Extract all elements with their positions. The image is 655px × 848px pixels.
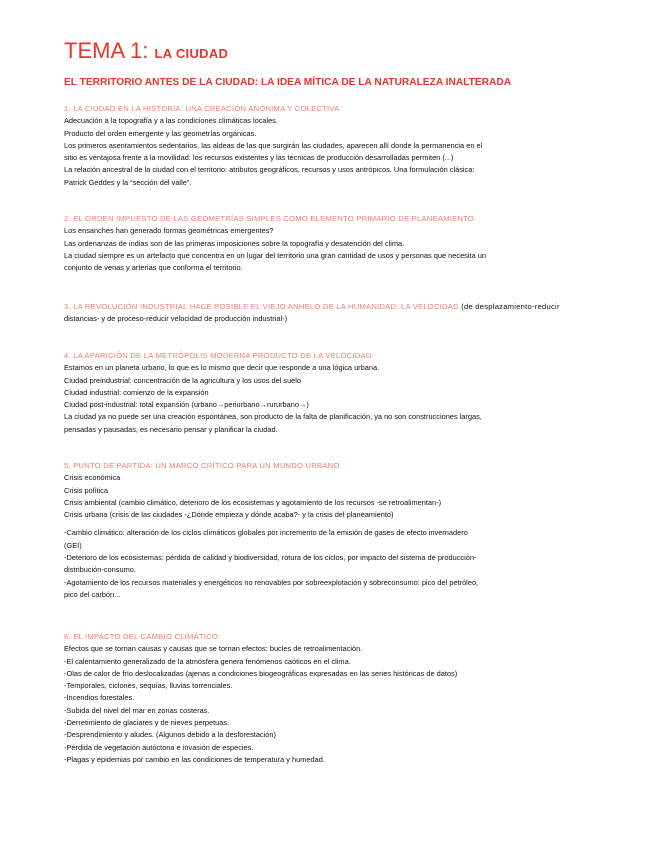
text-line: La ciudad ya no puede ser una creación espontánea, son producto de la falta de planificación, ya no son construcciones largas, <box>64 412 482 422</box>
text-line: Efectos que se tornan causas y causas que se tornan efectos: bucles de retroalimentación. <box>64 644 363 654</box>
text-line: Los primeros asentamientos sedentarios, las aldeas de las que surgirán las ciudades, aparecen allí donde la permanencia en el <box>64 140 483 150</box>
section-5 <box>64 460 592 601</box>
page-title <box>64 38 228 67</box>
text-line: -Desprendimiento y aludes. (Algunos debido a la desforestación) <box>64 730 276 740</box>
section-6 <box>64 631 592 766</box>
section-heading: 5. PUNTO DE PARTIDA: UN MARCO CRÍTICO PARA UN MUNDO URBANO <box>64 461 340 470</box>
title-sub: LA CIUDAD <box>154 46 229 61</box>
text-line: distancias- y de proceso-reducir velocidad de producción industrial-) <box>64 314 288 324</box>
text-line: -Plagas y epidemias por cambio en las condiciones de temperatura y humedad. <box>64 754 325 764</box>
section-heading: 1. LA CIUDAD EN LA HISTORIA: UNA CREACIÓN ANÓNIMA Y COLECTIVA <box>64 104 340 113</box>
section-heading: 6. EL IMPACTO DEL CAMBIO CLIMÁTICO: <box>64 632 221 641</box>
section-heading-text: 3. LA REVOLUCIÓN INDUSTRIAL HACE POSIBLE EL VIEJO ANHELO DE LA HUMANIDAD: LA VELOCIDAD <box>64 302 459 311</box>
text-line: Crisis política <box>64 485 108 495</box>
text-line: pensadas y pausadas, es necesario pensar y planificar la ciudad. <box>64 424 278 434</box>
text-line: -Agotamiento de los recursos materiales y energéticos no renovables por sobreexplotación y sobreconsumo: pico del petróleo, <box>64 577 479 587</box>
text-line: distribución-consumo. <box>64 565 136 575</box>
text-line: -Temporales, ciclones, sequías, lluvias torrenciales. <box>64 681 233 691</box>
text-line: -Olas de calor de frío deslocalizadas (ajenas a condiciones biogeográficas expresadas en las series históricas de datos) <box>64 668 458 678</box>
text-line: (GEI) <box>64 540 82 550</box>
text-line: Estamos en un planeta urbano, lo que es lo mismo que decir que responde a una lógica urbana. <box>64 363 380 373</box>
text-line: Ciudad post-industrial: total expansión (urbano→periurbano→rururbano→) <box>64 400 309 410</box>
text-line: La relación ancestral de la ciudad con el territorio: atributos geográficos, recursos y usos antrópicos. Una formulación clásica: <box>64 165 475 175</box>
text-line: sitio es ventajosa frente a la movilidad: los recursos existentes y las técnicas de producción desarrolladas permiten (...) <box>64 153 454 163</box>
section-heading <box>64 301 592 313</box>
section-heading: 2. EL ORDEN IMPUESTO DE LAS GEOMETRÍAS SIMPLES COMO ELEMENTO PRIMARIO DE PLANEAMIENTO. <box>64 214 477 223</box>
text-line: -Derretimiento de glaciares y de nieves perpetuas. <box>64 718 230 728</box>
section-3 <box>64 301 592 326</box>
text-line: Adecuación a la topografía y a las condiciones climáticas locales. <box>64 116 279 126</box>
text-line: Crisis económica <box>64 473 121 483</box>
section-4 <box>64 350 592 436</box>
text-line: Ciudad preindustrial: concentración de la agricultura y los usos del suelo <box>64 375 302 385</box>
section-2 <box>64 213 592 274</box>
section-1 <box>64 103 592 189</box>
text-line: -Deterioro de los ecosistemas: pérdida de calidad y biodiversidad, rotura de los ciclos, por impacto del sistema de producción- <box>64 553 477 563</box>
title-main: TEMA 1: <box>64 38 155 63</box>
text-line: conjunto de venas y arterias que conforma el territorio. <box>64 263 243 273</box>
text-line: -El calentamiento generalizado de la atmósfera genera fenómenos caóticos en el clima. <box>64 656 351 666</box>
text-line: Ciudad industrial: comienzo de la expansión <box>64 387 209 397</box>
text-line: -Pérdida de vegetación autóctona e invasión de especies. <box>64 742 254 752</box>
text-line: Patrick Geddes y la “sección del valle”. <box>64 177 192 187</box>
text-line: Los ensanches han generado formas geométricas emergentes? <box>64 226 274 236</box>
text-line: pico del carbón... <box>64 589 121 599</box>
text-line: Crisis urbana (crisis de las ciudades -¿Dónde empieza y dónde acaba?- y la crisis del planeamiento) <box>64 510 394 520</box>
text-line: -Cambio climático: alteración de los ciclos climáticos globales por incremento de la emisión de gases de efecto invernadero <box>64 528 468 538</box>
text-line: La ciudad siempre es un artefacto que concentra en un lugar del territorio una gran cantidad de usos y personas que necesita un <box>64 250 486 260</box>
text-line: -Incendios forestales. <box>64 693 135 703</box>
text-line: -Subida del nivel del mar en zonas costeras. <box>64 705 210 715</box>
text-line: Crisis ambiental (cambio climático, deterioro de los ecosistemas y agotamiento de los recursos -se retroalimentan-) <box>64 497 442 507</box>
section-heading-rest: (de desplazamiento-reducir <box>458 302 560 311</box>
page-subtitle: EL TERRITORIO ANTES DE LA CIUDAD: LA IDEA MÍTICA DE LA NATURALEZA INALTERADA <box>64 77 512 88</box>
text-line: Producto del orden emergente y las geometrías orgánicas. <box>64 128 257 138</box>
section-heading: 4. LA APARICIÓN DE LA METRÓPOLIS MODERNA PRODUCTO DE LA VELOCIDAD <box>64 351 372 360</box>
text-line: Las ordenanzas de indias son de las primeras imposiciones sobre la topografía y desatención del clima. <box>64 238 405 248</box>
